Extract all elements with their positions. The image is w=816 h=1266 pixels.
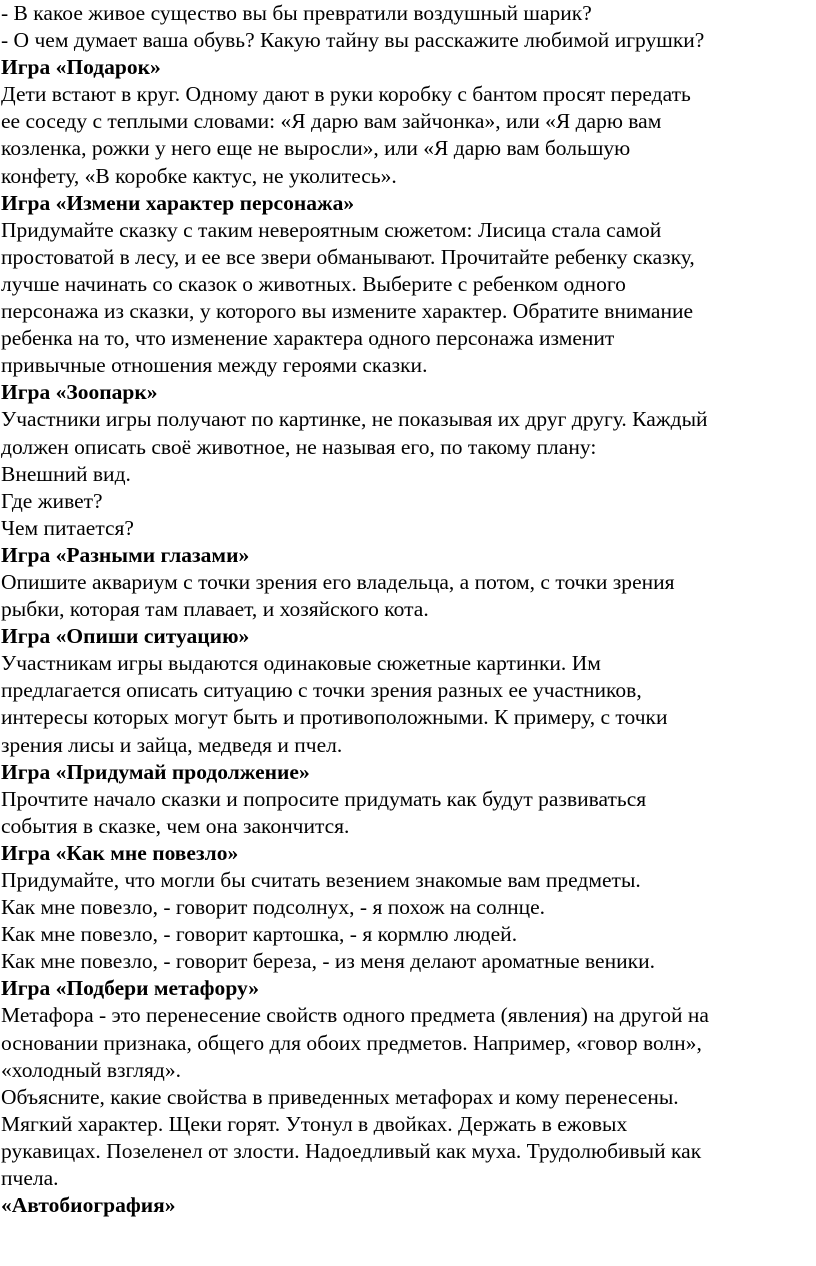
text-line: - О чем думает ваша обувь? Какую тайну вы расскажите любимой игрушки? [1, 28, 705, 53]
text-line: зрения лисы и зайца, медведя и пчел. [1, 732, 343, 757]
text-line: Как мне повезло, - говорит картошка, - я кормлю людей. [1, 922, 518, 947]
text-line: события в сказке, чем она закончится. [1, 813, 350, 838]
text-line: Чем питается? [1, 515, 134, 540]
text-line: козленка, рожки у него еще не выросли», или «Я дарю вам большую [1, 136, 631, 161]
section-heading: Игра «Подбери метафору» [1, 976, 260, 1001]
text-line: Внешний вид. [1, 461, 131, 486]
text-line: Где живет? [1, 488, 103, 513]
text-line: конфету, «В коробке кактус, не уколитесь». [1, 163, 397, 188]
text-line: Дети встают в круг. Одному дают в руки коробку с бантом просят передать [1, 82, 691, 107]
text-line: интересы которых могут быть и противоположными. К примеру, с точки [1, 705, 668, 730]
text-line: предлагается описать ситуацию с точки зрения разных ее участников, [1, 678, 642, 703]
text-line: Участники игры получают по картинке, не показывая их друг другу. Каждый [1, 407, 708, 432]
section-heading: Игра «Зоопарк» [1, 380, 158, 405]
text-line: «холодный взгляд». [1, 1057, 181, 1082]
text-line: Мягкий характер. Щеки горят. Утонул в двойках. Держать в ежовых [1, 1111, 628, 1136]
section-heading: Игра «Придумай продолжение» [1, 759, 310, 784]
text-line: Участникам игры выдаются одинаковые сюжетные картинки. Им [1, 651, 601, 676]
text-line: Прочтите начало сказки и попросите придумать как будут развиваться [1, 786, 647, 811]
text-line: ее соседу с теплыми словами: «Я дарю вам зайчонка», или «Я дарю вам [1, 109, 662, 134]
text-line: ребенка на то, что изменение характера одного персонажа изменит [1, 326, 615, 351]
document-text-body [1, 0, 816, 1219]
section-heading: Игра «Измени характер персонажа» [1, 190, 355, 215]
section-heading: «Автобиография» [1, 1193, 176, 1218]
text-line: простоватой в лесу, и ее все звери обманывают. Прочитайте ребенку сказку, [1, 244, 695, 269]
text-line: Как мне повезло, - говорит береза, - из меня делают ароматные веники. [1, 949, 655, 974]
text-line: Придумайте сказку с таким невероятным сюжетом: Лисица стала самой [1, 217, 662, 242]
section-heading: Игра «Подарок» [1, 55, 161, 80]
text-line: пчела. [1, 1166, 59, 1191]
text-line: Метафора - это перенесение свойств одного предмета (явления) на другой на [1, 1003, 709, 1028]
text-line: лучше начинать со сказок о животных. Выберите с ребенком одного [1, 271, 626, 296]
text-line: рыбки, которая там плавает, и хозяйского кота. [1, 597, 429, 622]
text-line: персонажа из сказки, у которого вы измените характер. Обратите внимание [1, 299, 694, 324]
text-line: Как мне повезло, - говорит подсолнух, - я похож на солнце. [1, 895, 546, 920]
text-line: Опишите аквариум с точки зрения его владельца, а потом, с точки зрения [1, 569, 675, 594]
text-line: - В какое живое существо вы бы превратили воздушный шарик? [1, 1, 592, 25]
text-line: Объясните, какие свойства в приведенных метафорах и кому перенесены. [1, 1084, 679, 1109]
text-line: Придумайте, что могли бы считать везением знакомые вам предметы. [1, 868, 641, 892]
section-heading: Игра «Как мне повезло» [1, 840, 239, 865]
section-heading: Игра «Опиши ситуацию» [1, 624, 250, 649]
text-line: основании признака, общего для обоих предметов. Например, «говор волн», [1, 1030, 702, 1055]
section-heading: Игра «Разными глазами» [1, 542, 250, 567]
text-line: рукавицах. Позеленел от злости. Надоедливый как муха. Трудолюбивый как [1, 1138, 702, 1163]
text-line: привычные отношения между героями сказки. [1, 353, 428, 378]
text-line: должен описать своё животное, не называя его, по такому плану: [1, 434, 597, 459]
